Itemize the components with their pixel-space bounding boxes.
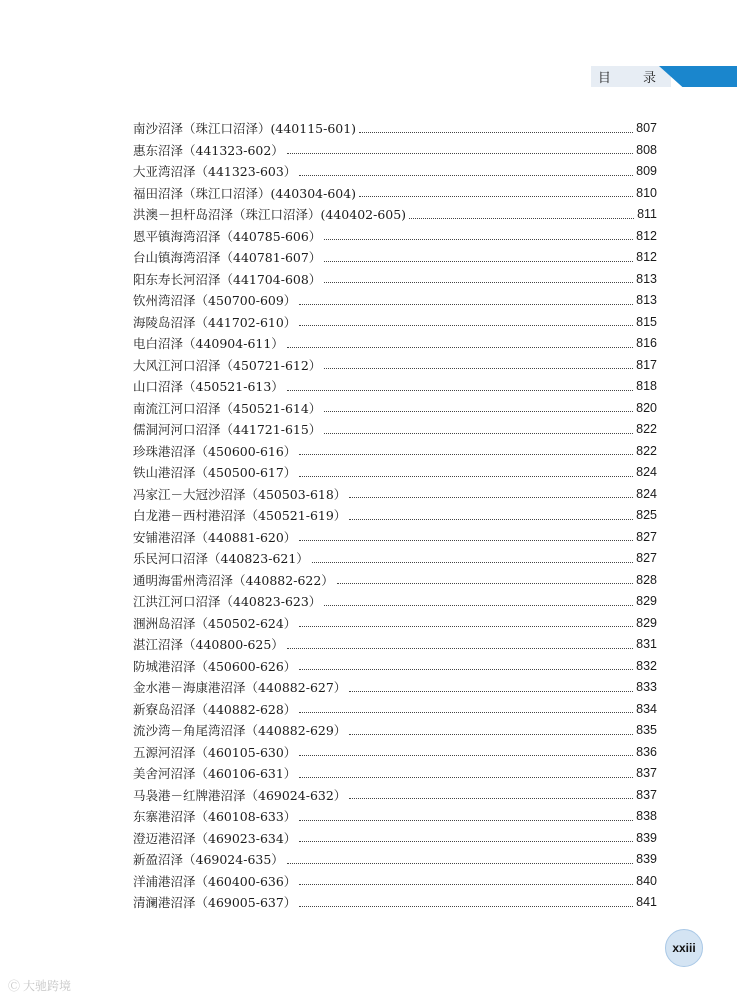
toc-entry[interactable] — [133, 591, 657, 613]
toc-entry-page: 829 — [636, 615, 657, 630]
toc-entry-title: 洪澳－担杆岛沼泽（珠江口沼泽）(440402-605) — [133, 207, 407, 222]
toc-entry-title: 大亚湾沼泽（441323-603） — [133, 164, 297, 179]
toc-entry-page: 828 — [636, 572, 657, 587]
toc-entry-title: 流沙湾－角尾湾沼泽（440882-629） — [133, 723, 347, 738]
dot-leader — [409, 217, 634, 219]
dot-leader — [299, 303, 633, 305]
toc-entry-title: 台山镇海湾沼泽（440781-607） — [133, 250, 322, 265]
toc-entry-page: 812 — [636, 250, 657, 264]
toc-entry[interactable] — [133, 548, 657, 570]
toc-entry-title: 新寮岛沼泽（440882-628） — [133, 701, 297, 717]
toc-entry-page: 838 — [636, 809, 657, 823]
toc-entry[interactable] — [133, 333, 657, 355]
toc-entry[interactable] — [133, 634, 657, 656]
dot-leader — [299, 819, 633, 821]
toc-entry-title: 山口沼泽（450521-613） — [133, 379, 284, 394]
dot-leader — [312, 561, 633, 563]
toc-entry-page: 829 — [636, 594, 657, 608]
toc-entry[interactable] — [133, 570, 657, 592]
toc-entry-page: 837 — [636, 766, 657, 780]
dot-leader — [324, 238, 633, 240]
watermark-logo-icon: Ⓒ — [8, 978, 21, 993]
toc-entry-page: 813 — [636, 293, 657, 307]
dot-leader — [349, 496, 633, 498]
toc-entry-page: 822 — [636, 422, 657, 436]
section-label: 目 录 — [591, 66, 671, 87]
toc-entry[interactable] — [133, 785, 657, 807]
toc-entry-title: 美舍河沼泽（460106-631） — [133, 766, 297, 781]
dot-leader — [324, 281, 633, 283]
dot-leader — [299, 453, 633, 455]
dot-leader — [299, 324, 633, 326]
dot-leader — [299, 905, 633, 907]
toc-entry-page: 827 — [636, 551, 657, 565]
toc-entry-page: 824 — [636, 465, 657, 479]
toc-entry[interactable] — [133, 763, 657, 785]
toc-entry-title: 清澜港沼泽（469005-637） — [133, 895, 297, 910]
toc-entry-page: 807 — [636, 121, 657, 135]
toc-entry[interactable] — [133, 656, 657, 678]
toc-entry-page: 824 — [636, 486, 657, 501]
toc-entry-title: 乐民河口沼泽（440823-621） — [133, 551, 309, 566]
dot-leader — [359, 131, 633, 133]
dot-leader — [337, 582, 633, 584]
toc-entry[interactable] — [133, 505, 657, 527]
toc-entry-title: 南沙沼泽（珠江口沼泽）(440115-601) — [133, 121, 357, 136]
toc-entry-title: 恩平镇海湾沼泽（440785-606） — [133, 228, 322, 244]
dot-leader — [299, 625, 633, 627]
toc-entry[interactable] — [133, 828, 657, 850]
toc-entry[interactable] — [133, 849, 657, 871]
toc-entry-page: 841 — [636, 895, 657, 909]
dot-leader — [324, 260, 633, 262]
toc-entry-title: 南流江河口沼泽（450521-614） — [133, 400, 322, 416]
toc-entry-page: 827 — [636, 529, 657, 544]
toc-entry-title: 新盈沼泽（469024-635） — [133, 852, 284, 867]
toc-entry[interactable] — [133, 484, 657, 506]
toc-entry-title: 五源河沼泽（460105-630） — [133, 744, 297, 760]
dot-leader — [299, 174, 633, 176]
toc-entry-title: 福田沼泽（珠江口沼泽）(440304-604) — [133, 185, 357, 201]
toc-entry[interactable] — [133, 871, 657, 893]
toc-entry-page: 812 — [636, 228, 657, 243]
toc-entry[interactable] — [133, 140, 657, 162]
toc-entry-title: 儒洞河河口沼泽（441721-615） — [133, 422, 322, 437]
dot-leader — [299, 776, 633, 778]
dot-leader — [299, 883, 633, 885]
toc-entry-title: 电白沼泽（440904-611） — [133, 336, 284, 351]
toc-entry-page: 809 — [636, 164, 657, 178]
toc-entry[interactable] — [133, 677, 657, 699]
toc-entry[interactable] — [133, 290, 657, 312]
toc-entry[interactable] — [133, 204, 657, 226]
dot-leader — [299, 668, 633, 670]
toc-entry[interactable] — [133, 312, 657, 334]
toc-header — [591, 66, 737, 87]
toc-entry-page: 817 — [636, 357, 657, 372]
toc-entry-title: 白龙港－西村港沼泽（450521-619） — [133, 508, 347, 523]
toc-entry-page: 836 — [636, 744, 657, 759]
toc-entry-title: 江洪江河口沼泽（440823-623） — [133, 594, 322, 609]
toc-entry[interactable] — [133, 806, 657, 828]
dot-leader — [299, 840, 633, 842]
dot-leader — [349, 690, 633, 692]
toc-entry-page: 837 — [636, 787, 657, 802]
toc-entry[interactable] — [133, 161, 657, 183]
toc-entry[interactable] — [133, 118, 657, 140]
dot-leader — [324, 432, 633, 434]
dot-leader — [287, 647, 633, 649]
dot-leader — [287, 346, 633, 348]
watermark-text: 大驰跨境 — [23, 978, 72, 993]
toc-entry-page: 840 — [636, 873, 657, 888]
toc-entry-title: 珍珠港沼泽（450600-616） — [133, 443, 297, 459]
toc-entry-title: 洋浦港沼泽（460400-636） — [133, 873, 297, 889]
toc-entry-page: 831 — [636, 637, 657, 651]
toc-entry-page: 815 — [636, 314, 657, 329]
toc-entry[interactable] — [133, 269, 657, 291]
toc-entry-title: 阳东寿长河沼泽（441704-608） — [133, 271, 322, 287]
toc-entry[interactable] — [133, 742, 657, 764]
toc-entry[interactable] — [133, 226, 657, 248]
toc-entry-page: 822 — [636, 443, 657, 458]
toc-entry-title: 通明海雷州湾沼泽（440882-622） — [133, 572, 334, 588]
toc-entry[interactable] — [133, 398, 657, 420]
toc-entry-page: 832 — [636, 658, 657, 673]
toc-entry-title: 金水港－海康港沼泽（440882-627） — [133, 680, 347, 695]
dot-leader — [299, 711, 633, 713]
toc-entry-page: 816 — [636, 336, 657, 350]
toc-entry-title: 惠东沼泽（441323-602） — [133, 142, 284, 158]
toc-entry[interactable] — [133, 527, 657, 549]
table-of-contents — [133, 118, 657, 914]
toc-entry-title: 冯家江－大冠沙沼泽（450503-618） — [133, 486, 347, 502]
toc-entry[interactable] — [133, 613, 657, 635]
dot-leader — [324, 367, 633, 369]
dot-leader — [349, 797, 633, 799]
dot-leader — [299, 539, 633, 541]
toc-entry-title: 马袅港－红牌港沼泽（469024-632） — [133, 787, 347, 803]
toc-entry[interactable] — [133, 183, 657, 205]
toc-entry-page: 820 — [636, 400, 657, 415]
toc-entry-title: 大风江河口沼泽（450721-612） — [133, 357, 322, 373]
toc-entry-title: 涠洲岛沼泽（450502-624） — [133, 615, 297, 631]
watermark — [8, 976, 71, 994]
toc-entry-page: 833 — [636, 680, 657, 694]
dot-leader — [359, 195, 633, 197]
toc-entry-page: 839 — [636, 830, 657, 845]
toc-entry-title: 安铺港沼泽（440881-620） — [133, 529, 297, 545]
toc-entry[interactable] — [133, 441, 657, 463]
toc-entry[interactable] — [133, 247, 657, 269]
toc-entry-page: 811 — [637, 207, 657, 221]
toc-entry-title: 湛江沼泽（440800-625） — [133, 637, 284, 652]
toc-entry[interactable] — [133, 462, 657, 484]
toc-entry-title: 铁山港沼泽（450500-617） — [133, 465, 297, 480]
toc-entry-page: 835 — [636, 723, 657, 737]
toc-entry-title: 防城港沼泽（450600-626） — [133, 658, 297, 674]
toc-entry-page: 808 — [636, 142, 657, 157]
page-number-badge: xxiii — [665, 929, 703, 967]
toc-entry[interactable] — [133, 376, 657, 398]
toc-entry-title: 澄迈港沼泽（469023-634） — [133, 830, 297, 846]
toc-entry-title: 东寨港沼泽（460108-633） — [133, 809, 297, 824]
dot-leader — [349, 518, 633, 520]
toc-entry[interactable] — [133, 699, 657, 721]
toc-entry-page: 839 — [636, 852, 657, 866]
toc-entry[interactable] — [133, 892, 657, 914]
toc-entry-title: 钦州湾沼泽（450700-609） — [133, 293, 297, 308]
dot-leader — [287, 389, 633, 391]
toc-entry[interactable] — [133, 355, 657, 377]
toc-entry-page: 825 — [636, 508, 657, 522]
toc-entry[interactable] — [133, 720, 657, 742]
dot-leader — [287, 152, 633, 154]
dot-leader — [349, 733, 633, 735]
dot-leader — [287, 862, 633, 864]
toc-entry-page: 813 — [636, 271, 657, 286]
dot-leader — [299, 754, 633, 756]
dot-leader — [324, 604, 633, 606]
dot-leader — [299, 475, 633, 477]
toc-entry[interactable] — [133, 419, 657, 441]
toc-entry-page: 810 — [636, 185, 657, 200]
dot-leader — [324, 410, 633, 412]
toc-entry-page: 818 — [636, 379, 657, 393]
toc-entry-title: 海陵岛沼泽（441702-610） — [133, 314, 297, 330]
toc-entry-page: 834 — [636, 701, 657, 716]
